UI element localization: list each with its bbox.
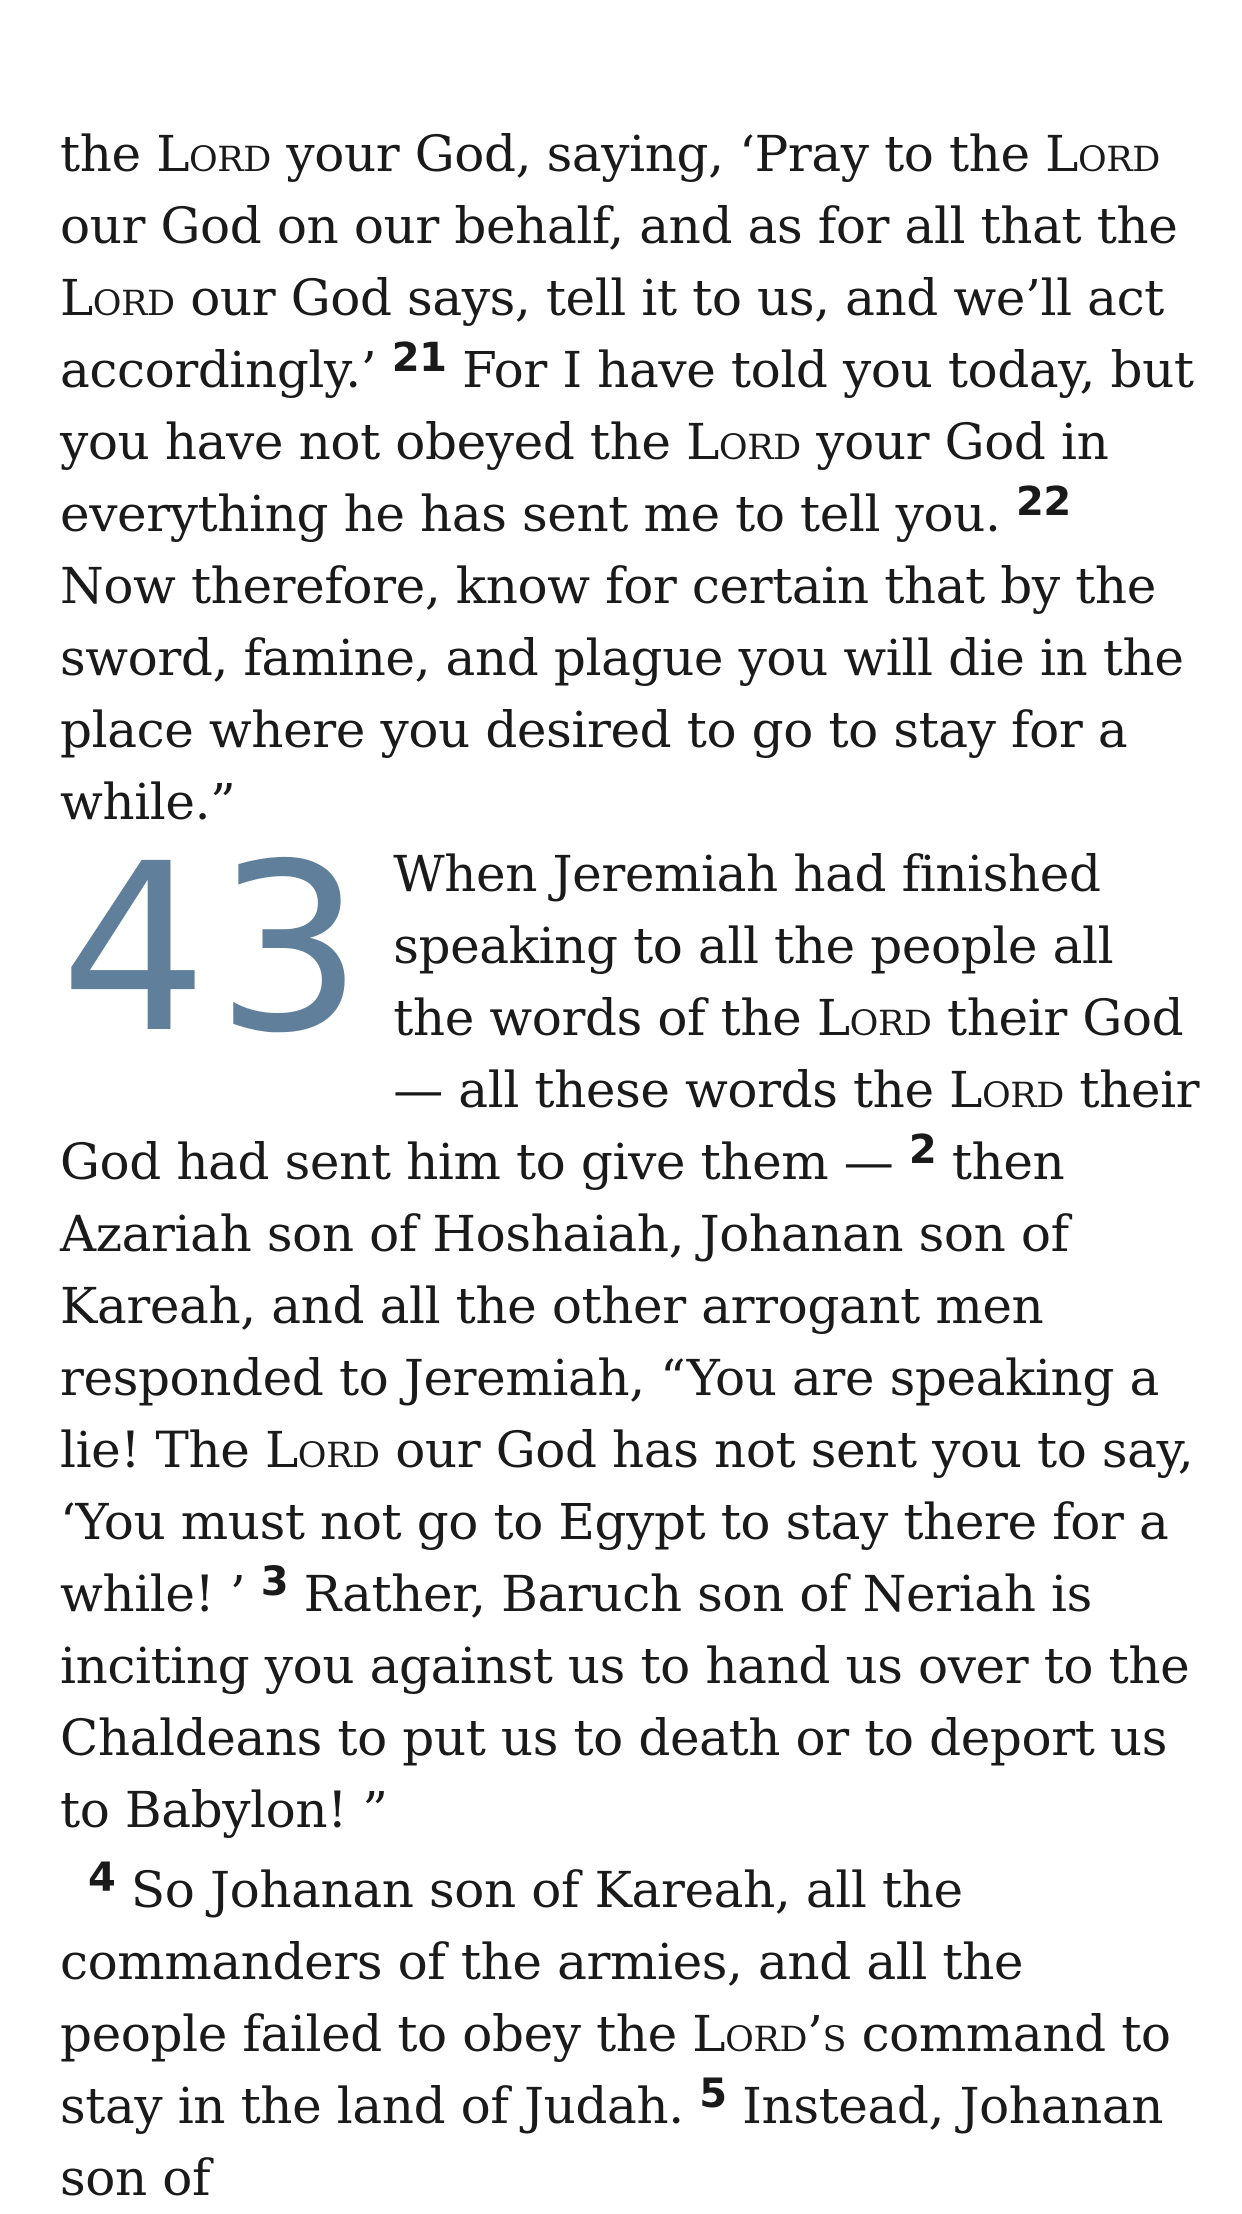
text-span: their God — all these words the [393, 989, 1184, 1119]
text-span: your God in everything he has sent me to tell you. [60, 413, 1109, 543]
verse-number-21[interactable]: 21 [391, 335, 447, 381]
text-span: So Johanan son of Kareah, all the commanders of the armies, and all the people failed to obey the [60, 1861, 1024, 2063]
text-span: For I have told you today, but you have not obeyed the [60, 341, 1194, 471]
text-span: our God says, tell it to us, and we’ll act accordingly.’ [60, 269, 1164, 399]
text-span: your God, saying, ‘Pray to the [270, 125, 1046, 183]
reading-page [60, 118, 1200, 2214]
divine-name: Lord [1045, 125, 1160, 183]
text-span: our God has not sent you to say, ‘You must not go to Egypt to stay there for a while! ’ [60, 1421, 1194, 1623]
text-span: command to stay in the land of Judah. [60, 2005, 1171, 2135]
text-span: Now therefore, know for certain that by the sword, famine, and plague you will die in the place where you desired to go to stay for a while.” [60, 557, 1184, 831]
text-span: the [60, 125, 157, 183]
paragraph-verses-20-22 [60, 118, 1200, 838]
divine-name: Lord [949, 1061, 1064, 1119]
chapter-43-paragraph [60, 814, 1200, 1846]
divine-name: Lord [156, 125, 271, 183]
divine-name: Lord [60, 269, 175, 327]
divine-name: Lord [265, 1421, 380, 1479]
divine-name: Lord [686, 413, 801, 471]
text-span: their God had sent him to give them — [60, 1061, 1200, 1191]
chapter-number[interactable]: 43 [60, 814, 372, 1084]
divine-name: Lord [816, 989, 932, 1047]
divine-name: Lord’s [692, 2005, 847, 2063]
text-span: then Azariah son of Hoshaiah, Johanan son of Kareah, and all the other arrogant men responded to Jeremiah, “You are speaking a lie! The [60, 1133, 1159, 1479]
verse-number-22[interactable]: 22 [1015, 479, 1071, 525]
paragraph-verses-4-5 [60, 1854, 1200, 2214]
verse-number-4[interactable]: 4 [88, 1855, 116, 1901]
text-span: Instead, Johanan son of [60, 2077, 1164, 2207]
text-span: When Jeremiah had finished speaking to all the people all the words of the [393, 845, 1114, 1047]
text-span: our God on our behalf, and as for all that the [60, 197, 1178, 255]
verse-number-5[interactable]: 5 [699, 2071, 727, 2117]
text-span: Rather, Baruch son of Neriah is inciting you against us to hand us over to the Chaldeans to put us to death or to deport us to Babylon! ” [60, 1565, 1190, 1839]
verse-number-2[interactable]: 2 [908, 1127, 937, 1173]
verse-number-3[interactable]: 3 [260, 1559, 289, 1605]
